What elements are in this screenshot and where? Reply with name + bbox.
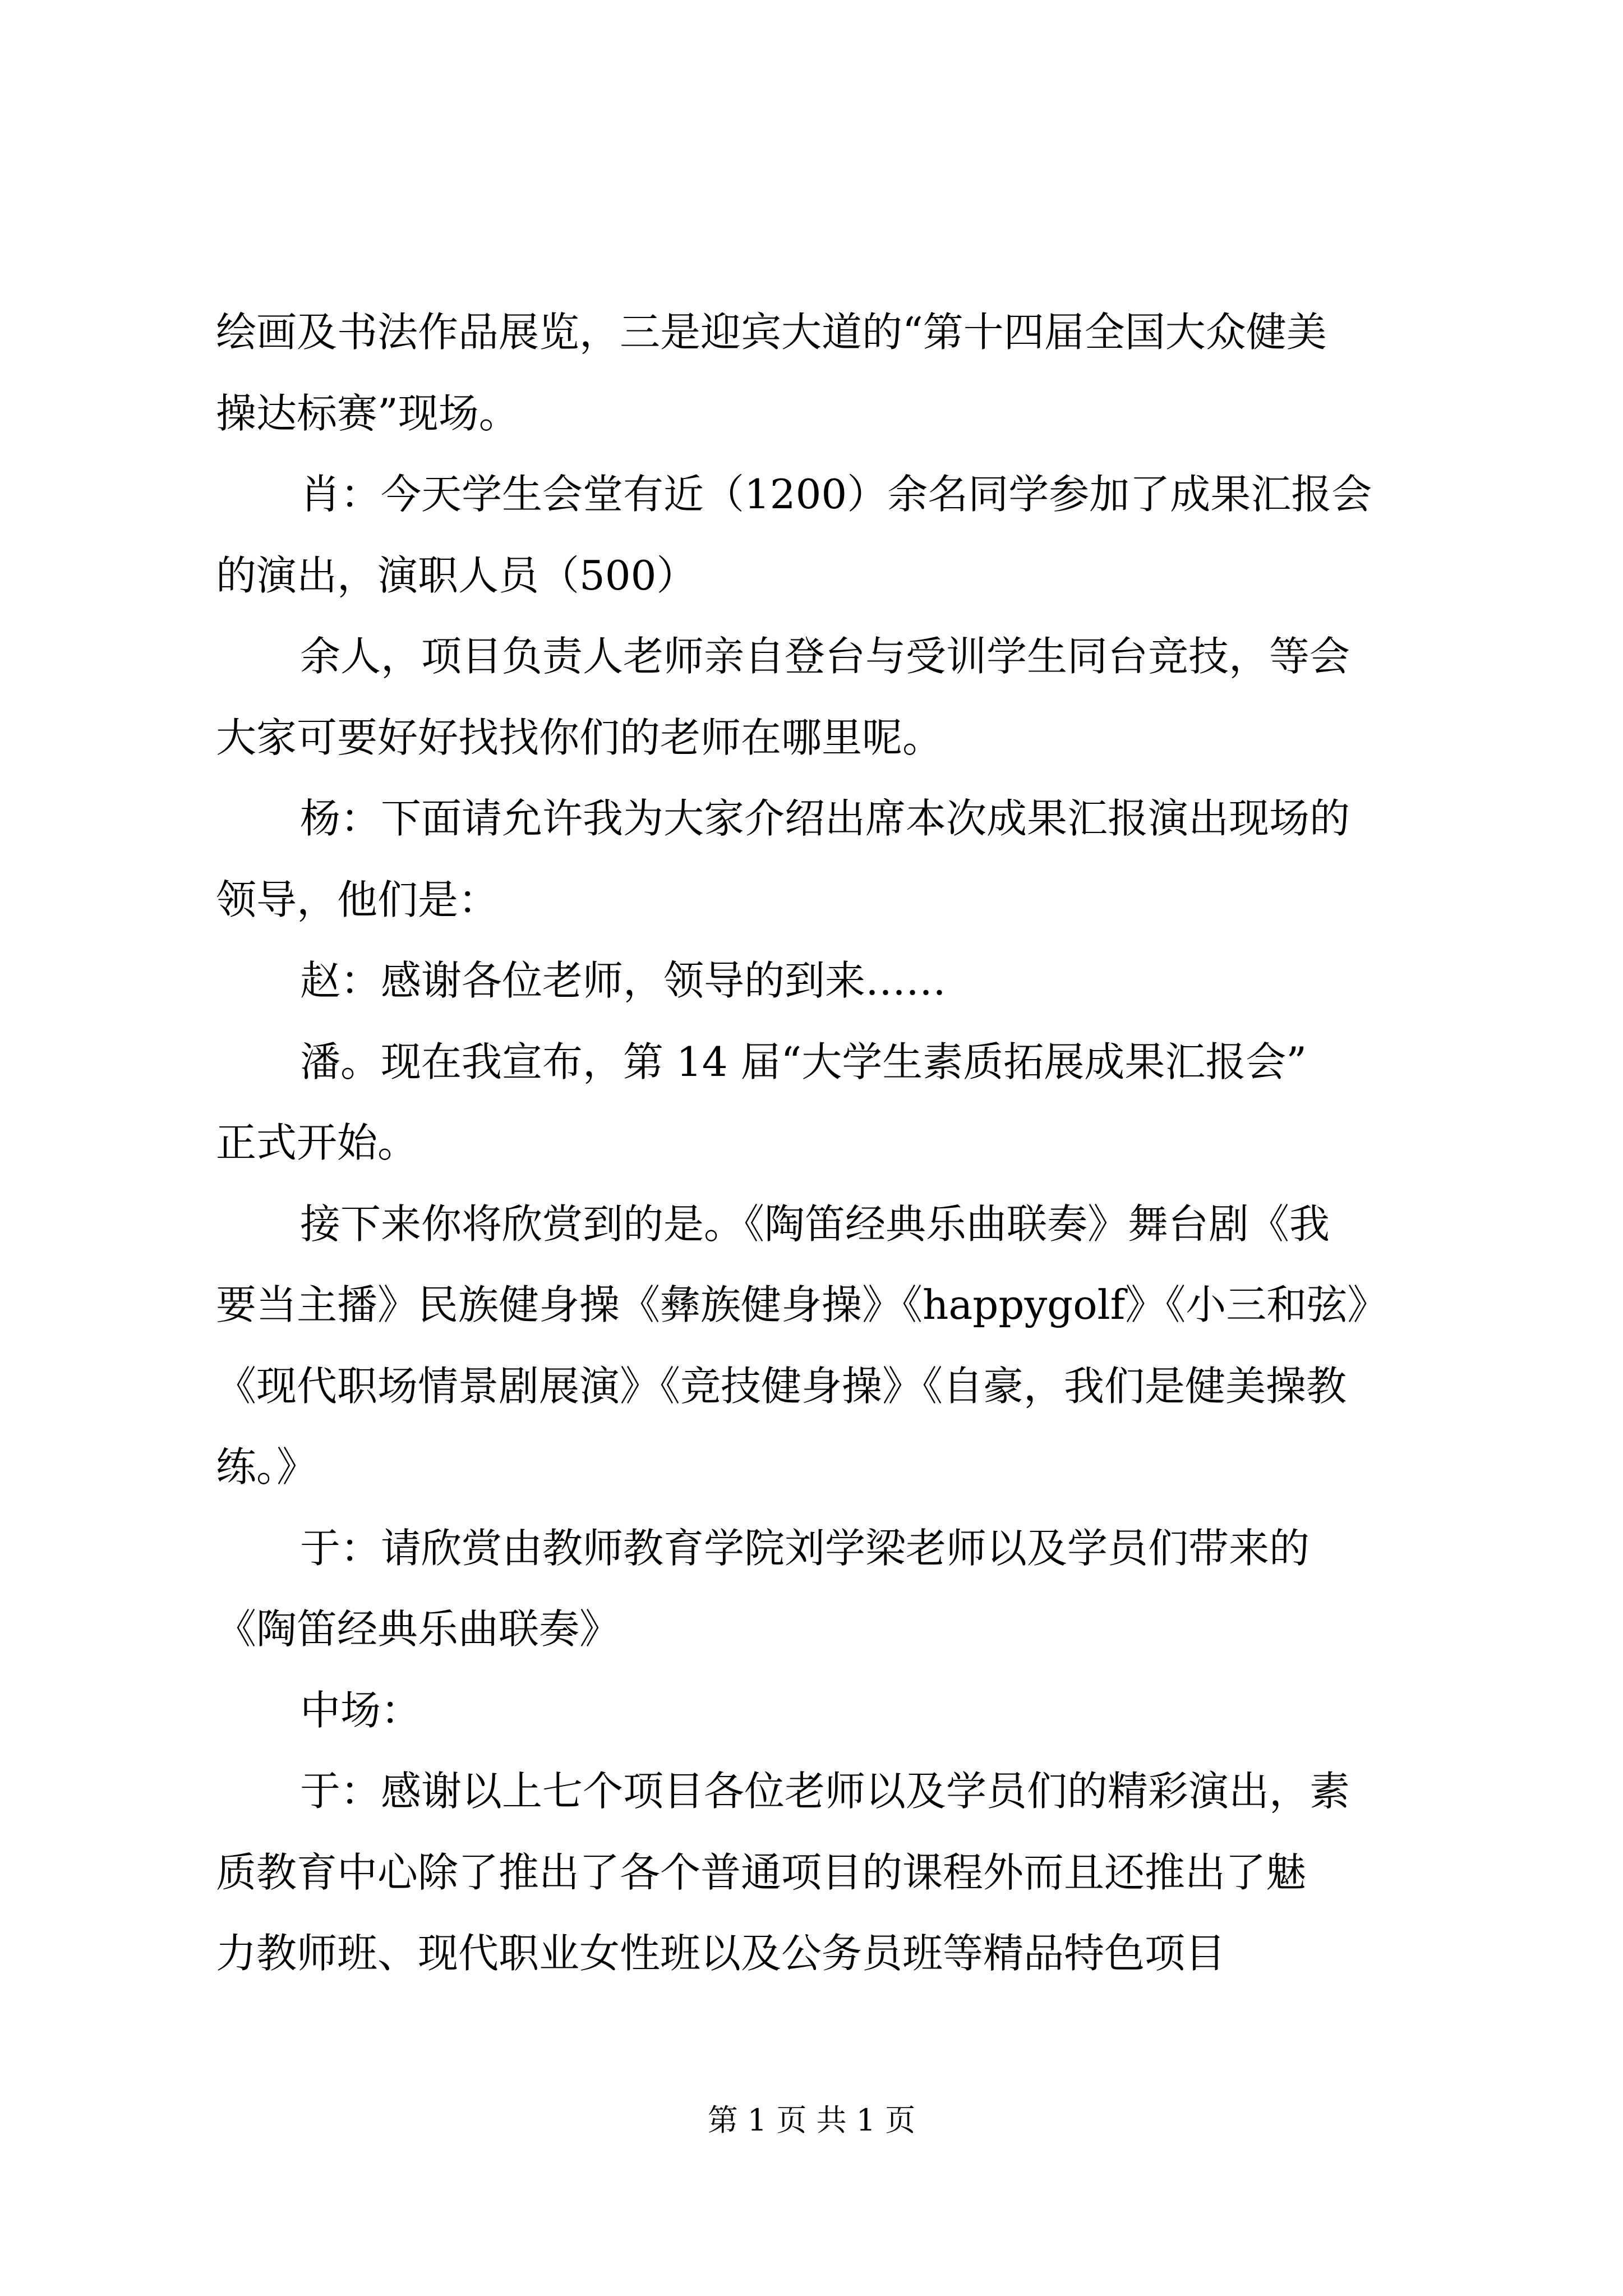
- document-body: [216, 292, 1427, 1994]
- text-line: 肖：今天学生会堂有近（1200）余名同学参加了成果汇报会: [300, 471, 1372, 518]
- text-line: 要当主播》民族健身操《彝族健身操》《happygolf》《小三和弦》: [216, 1281, 1388, 1328]
- text-line: 大家可要好好找找你们的老师在哪里呢。: [216, 714, 943, 761]
- text-line: 绘画及书法作品展览，三是迎宾大道的“第十四届全国大众健美: [216, 309, 1327, 356]
- text-line: 余人，项目负责人老师亲自登台与受训学生同台竞技，等会: [300, 633, 1350, 680]
- body-text: [216, 292, 1427, 1994]
- text-line: 质教育中心除了推出了各个普通项目的课程外而且还推出了魅: [216, 1848, 1307, 1896]
- text-line: 正式开始。: [216, 1119, 418, 1166]
- text-line: 于：请欣赏由教师教育学院刘学梁老师以及学员们带来的: [300, 1524, 1310, 1572]
- text-line: 《陶笛经典乐曲联奏》: [216, 1605, 620, 1653]
- page-number-label: 第 1 页 共 1 页: [707, 2102, 916, 2138]
- text-line: 领导，他们是：: [216, 876, 499, 923]
- text-line: 于：感谢以上七个项目各位老师以及学员们的精彩演出，素: [300, 1768, 1350, 1815]
- text-line: 赵：感谢各位老师，领导的到来……: [300, 957, 947, 1004]
- text-line: 杨：下面请允许我为大家介绍出席本次成果汇报演出现场的: [300, 795, 1350, 842]
- text-line: 接下来你将欣赏到的是。《陶笛经典乐曲联奏》舞台剧《我: [300, 1200, 1330, 1248]
- text-line: 的演出，演职人员（500）: [216, 551, 697, 599]
- text-line: 操达标赛”现场。: [216, 389, 519, 437]
- page-footer: [0, 2101, 1623, 2140]
- text-line: 中场：: [300, 1686, 422, 1734]
- text-line: 《现代职场情景剧展演》《竞技健身操》《自豪，我们是健美操教: [216, 1362, 1347, 1410]
- text-line: 练。》: [216, 1443, 317, 1490]
- text-line: 力教师班、现代职业女性班以及公务员班等精品特色项目: [216, 1930, 1226, 1977]
- text-line: 潘。现在我宣布，第 14 届“大学生素质拓展成果汇报会”: [300, 1038, 1307, 1085]
